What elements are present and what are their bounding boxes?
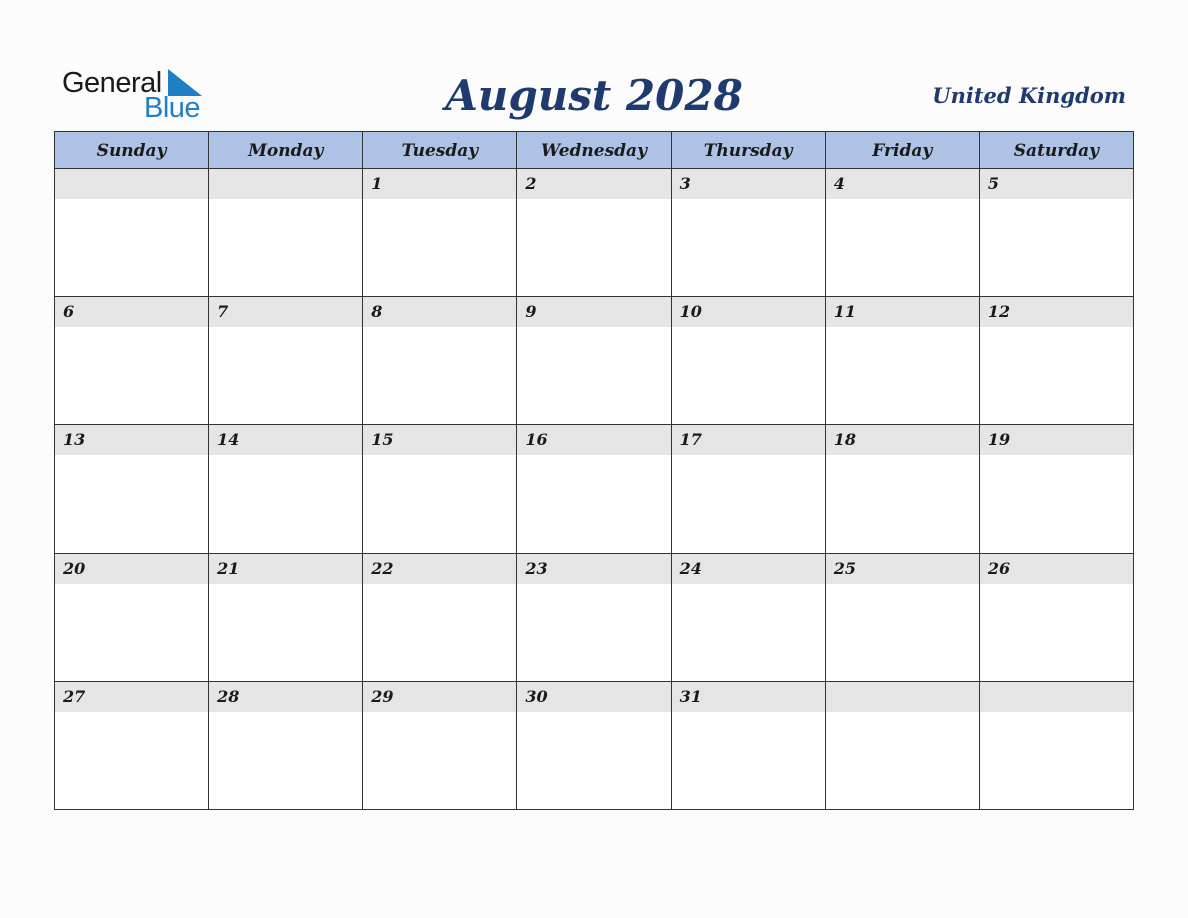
date-strip — [517, 554, 670, 584]
calendar-grid — [54, 131, 1134, 810]
day-cell[interactable] — [363, 297, 517, 425]
day-cell[interactable] — [209, 297, 363, 425]
day-number: 1 — [371, 174, 383, 193]
week-row — [55, 169, 1134, 297]
date-strip — [980, 682, 1133, 712]
date-strip — [517, 425, 670, 455]
day-cell[interactable] — [980, 554, 1134, 682]
date-strip — [363, 682, 516, 712]
day-number: 15 — [371, 430, 394, 450]
date-strip — [209, 682, 362, 712]
weekday-header: Wednesday — [517, 132, 671, 169]
month-title: August 2028 — [445, 71, 743, 120]
date-strip — [209, 297, 362, 327]
week-row — [55, 425, 1134, 553]
day-cell[interactable] — [672, 554, 826, 682]
day-cell[interactable] — [517, 554, 671, 682]
date-strip — [980, 425, 1133, 455]
day-number: 4 — [833, 174, 845, 193]
day-number: 27 — [63, 686, 86, 706]
day-cell[interactable] — [209, 425, 363, 553]
date-strip — [517, 297, 670, 327]
day-number: 18 — [833, 430, 856, 450]
day-number: 10 — [679, 302, 702, 322]
date-strip — [363, 554, 516, 584]
day-cell[interactable] — [672, 169, 826, 297]
date-strip — [55, 169, 208, 199]
day-cell[interactable] — [55, 169, 209, 297]
logo-word-blue: Blue — [144, 92, 201, 124]
date-strip — [980, 169, 1133, 199]
date-strip — [363, 169, 516, 199]
day-cell[interactable] — [363, 682, 517, 810]
day-cell[interactable] — [672, 425, 826, 553]
day-cell[interactable] — [363, 169, 517, 297]
date-strip — [55, 554, 208, 584]
weekday-header-row — [55, 132, 1134, 169]
date-strip — [209, 169, 362, 199]
weekday-header: Monday — [209, 132, 363, 169]
day-cell[interactable] — [517, 425, 671, 553]
date-strip — [826, 682, 979, 712]
week-row — [55, 297, 1134, 425]
day-number: 14 — [217, 430, 240, 450]
date-strip — [826, 554, 979, 584]
day-number: 26 — [987, 558, 1011, 578]
day-number: 11 — [833, 302, 856, 322]
day-number: 16 — [525, 430, 548, 450]
day-cell[interactable] — [826, 554, 980, 682]
day-cell[interactable] — [672, 682, 826, 810]
day-cell[interactable] — [672, 297, 826, 425]
day-number: 13 — [63, 430, 86, 450]
day-cell[interactable] — [980, 425, 1134, 553]
date-strip — [55, 682, 208, 712]
weekday-header: Saturday — [980, 132, 1134, 169]
day-number: 23 — [525, 558, 548, 578]
day-number: 17 — [679, 430, 702, 450]
day-cell[interactable] — [826, 682, 980, 810]
weekday-header: Friday — [826, 132, 980, 169]
day-number: 24 — [679, 558, 702, 578]
day-number: 25 — [833, 558, 856, 578]
weekday-header: Sunday — [55, 132, 209, 169]
week-row — [55, 554, 1134, 682]
date-strip — [672, 682, 825, 712]
day-cell[interactable] — [363, 554, 517, 682]
date-strip — [55, 425, 208, 455]
logo-word-general: General — [62, 67, 162, 99]
day-cell[interactable] — [55, 425, 209, 553]
day-number: 30 — [525, 686, 548, 706]
date-strip — [826, 169, 979, 199]
day-number: 8 — [371, 302, 383, 322]
day-cell[interactable] — [209, 682, 363, 810]
date-strip — [55, 297, 208, 327]
day-cell[interactable] — [55, 297, 209, 425]
date-strip — [209, 425, 362, 455]
date-strip — [363, 425, 516, 455]
date-strip — [980, 297, 1133, 327]
day-cell[interactable] — [55, 554, 209, 682]
weekday-header: Thursday — [672, 132, 826, 169]
date-strip — [672, 554, 825, 584]
day-number: 19 — [987, 430, 1011, 450]
date-strip — [826, 297, 979, 327]
day-number: 29 — [371, 686, 394, 706]
day-number: 9 — [525, 302, 537, 322]
day-cell[interactable] — [980, 297, 1134, 425]
day-cell[interactable] — [209, 169, 363, 297]
day-number: 12 — [987, 302, 1011, 322]
date-strip — [826, 425, 979, 455]
day-cell[interactable] — [209, 554, 363, 682]
day-number: 3 — [679, 174, 691, 193]
date-strip — [672, 297, 825, 327]
day-cell[interactable] — [363, 425, 517, 553]
day-number: 7 — [217, 302, 229, 322]
date-strip — [672, 425, 825, 455]
day-cell[interactable] — [517, 169, 671, 297]
day-number: 2 — [525, 174, 537, 193]
day-number: 28 — [217, 686, 240, 706]
weeks-container — [55, 169, 1134, 810]
date-strip — [980, 554, 1133, 584]
date-strip — [517, 169, 670, 199]
day-number: 5 — [987, 174, 999, 193]
date-strip — [209, 554, 362, 584]
day-cell[interactable] — [55, 682, 209, 810]
day-cell[interactable] — [826, 297, 980, 425]
day-cell[interactable] — [826, 169, 980, 297]
country-name: United Kingdom — [932, 83, 1126, 108]
day-cell[interactable] — [980, 169, 1134, 297]
date-strip — [517, 682, 670, 712]
day-cell[interactable] — [517, 682, 671, 810]
day-cell[interactable] — [826, 425, 980, 553]
day-cell[interactable] — [517, 297, 671, 425]
day-number: 6 — [63, 302, 75, 322]
day-number: 31 — [679, 686, 702, 706]
day-number: 20 — [63, 558, 86, 578]
day-number: 22 — [371, 558, 394, 578]
date-strip — [672, 169, 825, 199]
day-number: 21 — [217, 558, 240, 578]
week-row — [55, 682, 1134, 810]
weekday-header: Tuesday — [363, 132, 517, 169]
day-cell[interactable] — [980, 682, 1134, 810]
date-strip — [363, 297, 516, 327]
